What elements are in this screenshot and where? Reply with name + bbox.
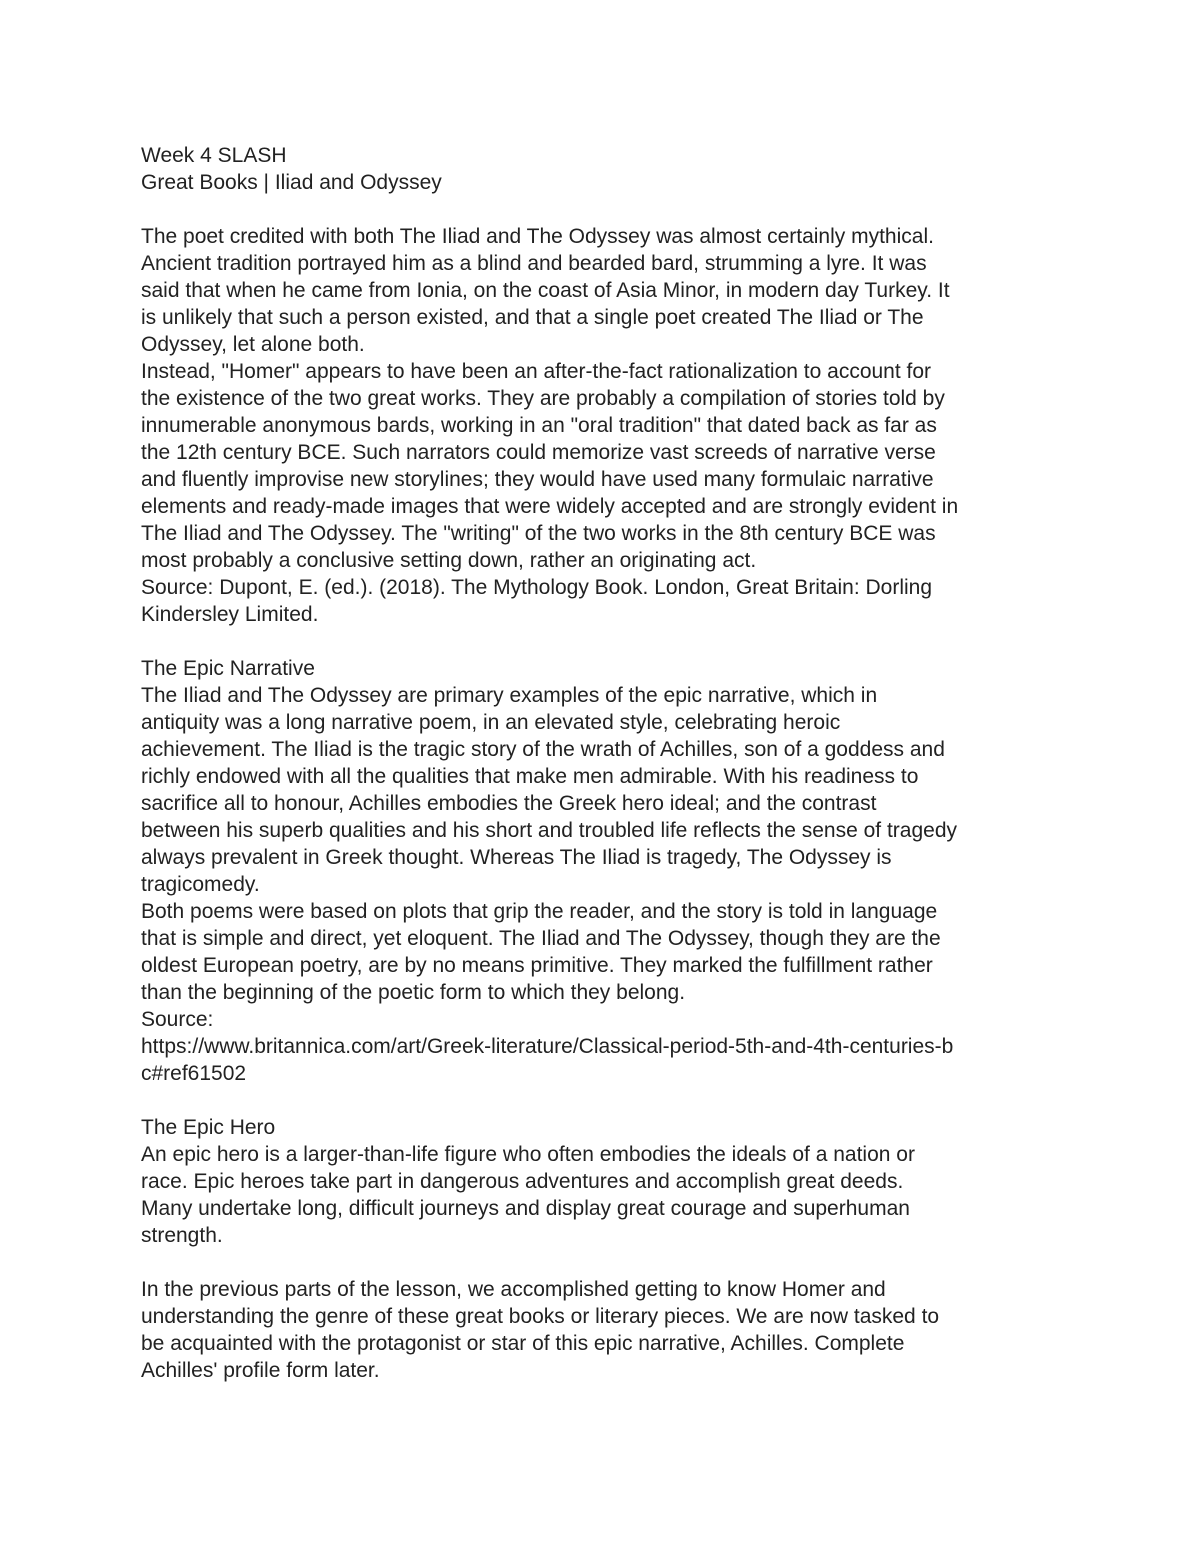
intro-line: The poet credited with both The Iliad and The Odyssey was almost certainly mythical. <box>141 225 934 248</box>
closing-line: understanding the genre of these great books or literary pieces. We are now tasked to <box>141 1305 940 1328</box>
epic-narrative-line: The Iliad and The Odyssey are primary examples of the epic narrative, which in <box>141 684 878 707</box>
intro-line: the existence of the two great works. They are probably a compilation of stories told by <box>141 387 945 410</box>
epic-hero-heading: The Epic Hero <box>141 1116 276 1139</box>
intro-line: innumerable anonymous bards, working in an "oral tradition" that dated back as far as <box>141 414 937 437</box>
intro-line: Instead, "Homer" appears to have been an after-the-fact rationalization to account for <box>141 360 932 383</box>
closing-line: Achilles' profile form later. <box>141 1359 380 1382</box>
intro-line: is unlikely that such a person existed, and that a single poet created The Iliad or The <box>141 306 924 329</box>
intro-line: and fluently improvise new storylines; they would have used many formulaic narrative <box>141 468 934 491</box>
epic-hero-section <box>141 1114 1066 1249</box>
epic-narrative-line: than the beginning of the poetic form to which they belong. <box>141 981 686 1004</box>
intro-section <box>141 223 1066 628</box>
spacer <box>141 1087 1066 1114</box>
epic-narrative-line: richly endowed with all the qualities that make men admirable. With his readiness to <box>141 765 919 788</box>
spacer <box>141 628 1066 655</box>
closing-section <box>141 1276 1066 1384</box>
intro-source-line: Source: Dupont, E. (ed.). (2018). The Mythology Book. London, Great Britain: Dorling <box>141 576 933 599</box>
spacer <box>141 1249 1066 1276</box>
intro-line: the 12th century BCE. Such narrators could memorize vast screeds of narrative verse <box>141 441 936 464</box>
spacer <box>141 196 1066 223</box>
intro-line: elements and ready-made images that were widely accepted and are strongly evident in <box>141 495 959 518</box>
epic-narrative-line: between his superb qualities and his short and troubled life reflects the sense of tragedy <box>141 819 957 842</box>
source-label: Source: <box>141 1008 214 1031</box>
closing-line: In the previous parts of the lesson, we accomplished getting to know Homer and <box>141 1278 886 1301</box>
week-title: Week 4 SLASH <box>141 144 287 167</box>
source-url: https://www.britannica.com/art/Greek-literature/Classical-period-5th-and-4th-centuries-b <box>141 1035 954 1058</box>
epic-hero-line: strength. <box>141 1224 223 1247</box>
epic-narrative-line: achievement. The Iliad is the tragic story of the wrath of Achilles, son of a goddess and <box>141 738 945 761</box>
epic-narrative-line: that is simple and direct, yet eloquent. The Iliad and The Odyssey, though they are the <box>141 927 941 950</box>
epic-narrative-line: tragicomedy. <box>141 873 260 896</box>
intro-line: most probably a conclusive setting down, rather an originating act. <box>141 549 757 572</box>
intro-line: said that when he came from Ionia, on the coast of Asia Minor, in modern day Turkey. It <box>141 279 950 302</box>
epic-hero-line: race. Epic heroes take part in dangerous adventures and accomplish great deeds. <box>141 1170 904 1193</box>
intro-line: Odyssey, let alone both. <box>141 333 365 356</box>
closing-line: be acquainted with the protagonist or star of this epic narrative, Achilles. Complete <box>141 1332 905 1355</box>
epic-narrative-line: antiquity was a long narrative poem, in an elevated style, celebrating heroic <box>141 711 841 734</box>
epic-narrative-section <box>141 655 1066 1087</box>
epic-hero-line: Many undertake long, difficult journeys and display great courage and superhuman <box>141 1197 910 1220</box>
intro-source-line: Kindersley Limited. <box>141 603 319 626</box>
intro-line: The Iliad and The Odyssey. The "writing" of the two works in the 8th century BCE was <box>141 522 936 545</box>
epic-hero-line: An epic hero is a larger-than-life figure who often embodies the ideals of a nation or <box>141 1143 915 1166</box>
course-title: Great Books | Iliad and Odyssey <box>141 171 442 194</box>
epic-narrative-line: Both poems were based on plots that grip the reader, and the story is told in language <box>141 900 938 923</box>
epic-narrative-line: always prevalent in Greek thought. Whereas The Iliad is tragedy, The Odyssey is <box>141 846 892 869</box>
document-body <box>141 142 1066 1384</box>
epic-narrative-line: oldest European poetry, are by no means primitive. They marked the fulfillment rather <box>141 954 933 977</box>
epic-narrative-line: sacrifice all to honour, Achilles embodies the Greek hero ideal; and the contrast <box>141 792 877 815</box>
source-url: c#ref61502 <box>141 1062 247 1085</box>
intro-line: Ancient tradition portrayed him as a blind and bearded bard, strumming a lyre. It was <box>141 252 927 275</box>
epic-narrative-heading: The Epic Narrative <box>141 657 315 680</box>
